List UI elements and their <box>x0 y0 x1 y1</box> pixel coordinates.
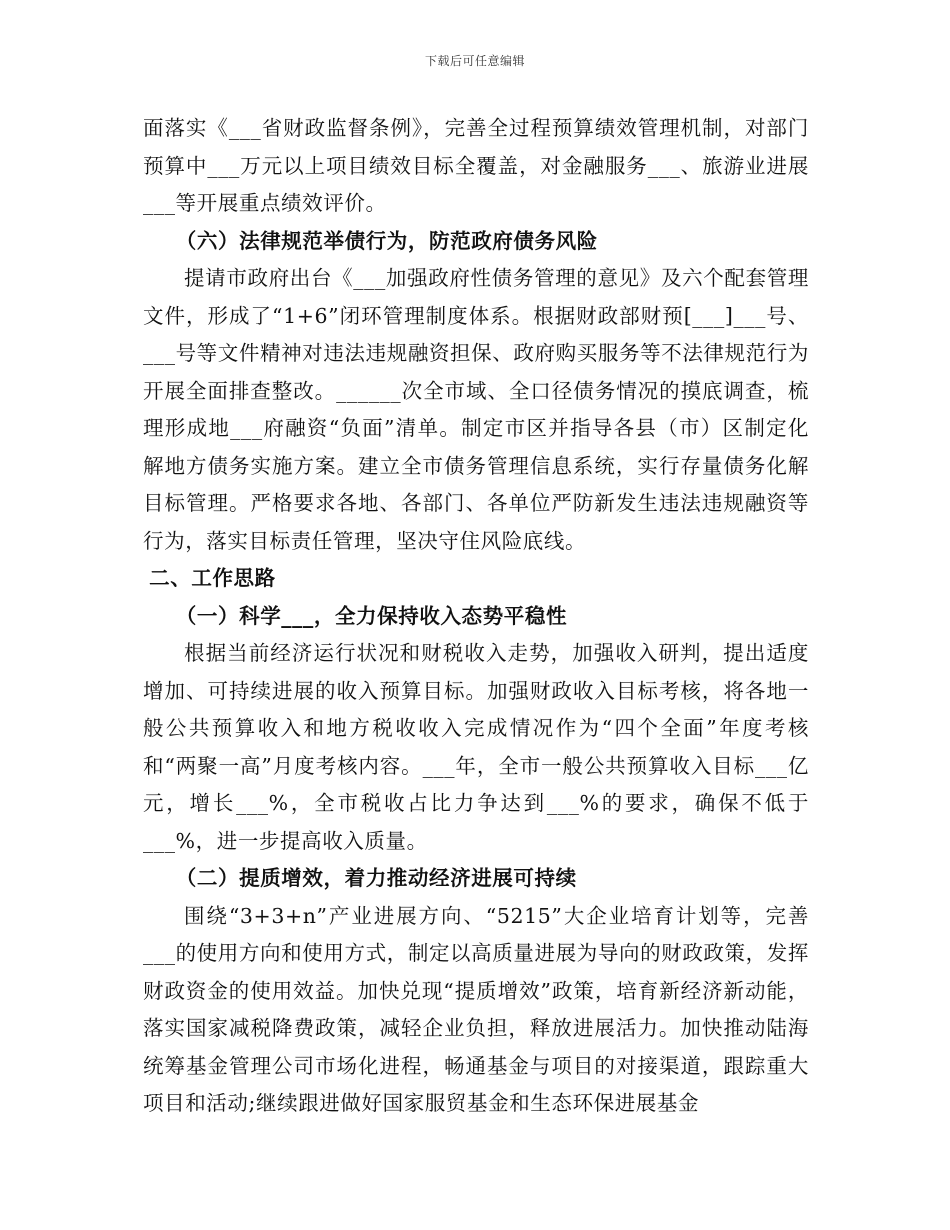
heading-quality-efficiency: （二）提质增效，着力推动经济进展可持续 <box>175 866 577 890</box>
heading-revenue-stability: （一）科学___，全力保持收入态势平稳性 <box>175 603 568 628</box>
heading-debt-risk: （六）法律规范举债行为，防范政府债务风险 <box>175 228 598 253</box>
paragraph-budget-performance: 面落实《___省财政监督条例》，完善全过程预算绩效管理机制，对部门预算中___万元以上项目绩效目标全覆盖，对金融服务___、旅游业进展___等开展重点绩效评价。 <box>143 116 809 215</box>
heading-work-ideas: 二、工作思路 <box>149 566 276 590</box>
paragraph-debt-management: 提请市政府出台《___加强政府性债务管理的意见》及六个配套管理文件，形成了“1+6”闭环管理制度体系。根据财政部财预[___]___号、___号等文件精神对违法违规融资担保、政府购买服务等不法律规范行为开展全面排查整改。______次全市域、全口径债务情况的摸底调查，梳理形成地___府融资“负面”清单。制定市区并指导各县（市）区制定化解地方债务实施方案。建立全市债务管理信息系统，实行存量债务化解目标管理。严格要求各地、各部门、各单位严防新发生违法违规融资等行为，落实目标责任管理，坚决守住风险底线。 <box>143 266 809 553</box>
document-body <box>143 110 809 1123</box>
paragraph-revenue-targets: 根据当前经济运行状况和财税收入走势，加强收入研判，提出适度增加、可持续进展的收入预算目标。加强财政收入目标考核，将各地一般公共预算收入和地方税收收入完成情况作为“四个全面”年度考核和“两聚一高”月度考核内容。___年，全市一般公共预算收入目标___亿元，增长___%，全市税收占比力争达到___%的要求，确保不低于___%，进一步提高收入质量。 <box>143 641 809 853</box>
paragraph-industry-funds: 围绕“3+3+n”产业进展方向、“5215”大企业培育计划等，完善___的使用方向和使用方式，制定以高质量进展为导向的财政政策，发挥财政资金的使用效益。加快兑现“提质增效”政策，培育新经济新动能，落实国家减税降费政策，减轻企业负担，释放进展活力。加快推动陆海统筹基金管理公司市场化进程，畅通基金与项目的对接渠道，跟踪重大项目和活动;继续跟进做好国家服贸基金和生态环保进展基金 <box>143 903 809 1115</box>
page-header: 下载后可任意编辑 <box>424 54 525 68</box>
